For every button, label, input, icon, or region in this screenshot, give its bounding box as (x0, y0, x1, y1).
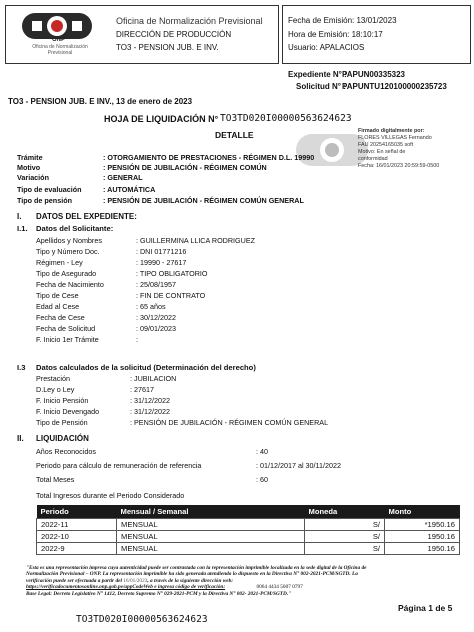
footer-note-line: Base Legal: Decreto Legislativo N° 1412, Decreto Supremo N° 029-2021-PCM y la Directiva N° 002- 2021-PCM/SGTD." (26, 590, 292, 597)
solicitante-value: : 30/12/2022 (136, 313, 176, 322)
onp-logo (14, 9, 99, 57)
solicitante-label: Tipo de Asegurado (36, 269, 97, 278)
solicitante-label: Régimen - Ley (36, 258, 83, 267)
solicitante-value: : TIPO OBLIGATORIO (136, 269, 208, 278)
summary-value: : AUTOMÁTICA (103, 185, 156, 194)
table-cell: 1950.16 (385, 531, 460, 543)
footer-note (26, 565, 466, 597)
bottom-code: TO3TD020I00000563624623 (76, 614, 208, 625)
table-cell: S/ (305, 519, 385, 531)
table-row (37, 519, 460, 531)
summary-value: : OTORGAMIENTO DE PRESTACIONES - RÉGIMEN D.L. 19990 (103, 153, 315, 162)
solicitante-label: Fecha de Solicitud (36, 324, 96, 333)
hoja-code: TO3TD020I00000563624623 (220, 113, 352, 124)
summary-label: Tipo de pensión (17, 196, 72, 205)
table-cell: 2022-10 (37, 531, 117, 543)
calculados-value: : 31/12/2022 (130, 407, 170, 416)
doc-line: TO3 - PENSION JUB. E INV., 13 de enero de 2023 (8, 97, 193, 106)
liquidacion-label: Periodo para cálculo de remuneración de referencia (36, 461, 202, 470)
summary-label: Variación (17, 173, 49, 182)
table-header-cell: Mensual / Semanal (117, 505, 305, 519)
calculados-value: : JUBILACION (130, 374, 177, 383)
table-cell: MENSUAL (117, 543, 305, 555)
solicitante-label: Fecha de Nacimiento (36, 280, 104, 289)
table-cell: S/ (305, 543, 385, 555)
calculados-label: Prestación (36, 374, 70, 383)
solicitante-label: Fecha de Cese (36, 313, 85, 322)
table-header-cell: Periodo (37, 505, 117, 519)
fecha-emision: Fecha de Emisión: 13/01/2023 (288, 16, 397, 25)
signature-line: FLORES VILLEGAS Fernando (358, 135, 432, 141)
table-cell: MENSUAL (117, 519, 305, 531)
liquidacion-value: : 40 (256, 447, 268, 456)
footer-note-text: verificación puede ser efectuada a partir del (26, 577, 122, 584)
summary-value: : PENSIÓN DE JUBILACIÓN - RÉGIMEN COMÚN (103, 163, 267, 172)
section-number: I.3 (17, 363, 26, 372)
liquidacion-label: Total Meses (36, 475, 75, 484)
summary-label: Trámite (17, 153, 43, 162)
summary-value: : PENSIÓN DE JUBILACIÓN - RÉGIMEN COMÚN GENERAL (103, 196, 304, 205)
hora-emision: Hora de Emisión: 18:10:17 (288, 30, 383, 39)
table-header-cell: Monto (385, 505, 460, 519)
logo-text: ONP (52, 37, 66, 43)
section-number: I. (17, 212, 22, 221)
liquidacion-value: : 60 (256, 475, 268, 484)
table-cell: 2022-11 (37, 519, 117, 531)
calculados-label: Tipo de Pensión (36, 418, 88, 427)
section-title: Datos calculados de la solicitud (Determinación del derecho) (36, 363, 256, 372)
footer-note-text: , a través de la siguiente dirección web: (147, 577, 234, 584)
signature-line: conformidad (358, 156, 388, 162)
logo-subtitle: Oficina de Normalización Previsional (32, 44, 88, 56)
table-cell: 1950.16 (385, 543, 460, 555)
footer-note-line: Normalización Previsional – ONP. La representación imprimible ha sido generada atendiendo lo dispuesto en la Directiva N° 002-2021-PCM/SGTD. La (26, 571, 358, 578)
solicitante-value: : GUILLERMINA LLICA RODRIGUEZ (136, 236, 256, 245)
solicitante-label: Apellidos y Nombres (36, 236, 102, 245)
table-cell: S/ (305, 531, 385, 543)
solicitante-value: : 65 años (136, 302, 166, 311)
table-header-row (37, 505, 460, 519)
footer-note-line: "Esta es una representación impresa cuya autenticidad puede ser contrastada con la representación imprimible localizada en la sede digital de la Oficina de (26, 565, 367, 571)
solicitud-label: Solicitud N° : (296, 82, 346, 91)
table-row (37, 531, 460, 543)
solicitante-label: F. Inicio 1er Trámite (36, 335, 99, 344)
summary-label: Tipo de evaluación (17, 185, 82, 194)
calculados-label: F. Inicio Devengado (36, 407, 100, 416)
signature-line: FAU 20254165035 soft (358, 142, 414, 148)
calculados-value: : 31/12/2022 (130, 396, 170, 405)
table-cell: MENSUAL (117, 531, 305, 543)
calculados-value: : 27617 (130, 385, 154, 394)
section-title: LIQUIDACIÓN (36, 434, 89, 443)
section-title: DATOS DEL EXPEDIENTE: (36, 212, 137, 221)
verification-code: 0064 4434 5007 0797 (256, 584, 303, 591)
payments-table (36, 505, 460, 555)
office-doc: TO3 - PENSION JUB. E INV. (116, 43, 219, 52)
liquidacion-value: : 01/12/2017 al 30/11/2022 (256, 461, 341, 470)
solicitante-label: Tipo y Número Doc. (36, 247, 100, 256)
table-header-cell: Moneda (305, 505, 385, 519)
total-ingresos-label: Total Ingresos durante el Periodo Considerado (36, 491, 185, 500)
solicitud-value: PAPUNTU120100000235723 (342, 82, 447, 91)
solicitante-value: : 09/01/2023 (136, 324, 176, 333)
solicitante-label: Tipo de Cese (36, 291, 79, 300)
solicitante-value: : (136, 335, 138, 344)
signature-line: Firmado digitalmente por: (358, 128, 425, 134)
signature-line: Fecha: 16/01/2023 20:59:59-0500 (358, 163, 440, 169)
calculados-value: : PENSIÓN DE JUBILACIÓN - RÉGIMEN COMÚN GENERAL (130, 418, 329, 427)
table-cell: *1950.16 (385, 519, 460, 531)
office-dept: DIRECCIÓN DE PRODUCCIÓN (116, 30, 232, 39)
solicitante-value: : FIN DE CONTRATO (136, 291, 206, 300)
usuario: Usuario: APALACIOS (288, 43, 365, 52)
section-title: Datos del Solicitante: (36, 224, 114, 233)
calculados-label: F. Inicio Pensión (36, 396, 89, 405)
page-number: Página 1 de 5 (398, 603, 453, 613)
office-title: Oficina de Normalización Previsional (116, 16, 263, 26)
table-cell: 2022-9 (37, 543, 117, 555)
calculados-label: D.Ley o Ley (36, 385, 75, 394)
liquidacion-label: Años Reconocidos (36, 447, 96, 456)
solicitante-label: Edad al Cese (36, 302, 80, 311)
signature-block (358, 128, 439, 170)
verification-link[interactable]: https://verificadocumentosonline.onp.gob.pe/appCodeWeb e ingresa código de verificación: (26, 584, 226, 591)
table-row (37, 543, 460, 555)
solicitante-value: : DNI 01771216 (136, 247, 187, 256)
section-number: I.1. (17, 224, 28, 233)
summary-label: Motivo (17, 163, 41, 172)
solicitante-value: : 19990 - 27617 (136, 258, 187, 267)
summary-value: : GENERAL (103, 173, 143, 182)
expediente-value: PAPUN00335323 (342, 70, 406, 79)
hoja-label: HOJA DE LIQUIDACIÓN N° (104, 114, 219, 124)
footer-note-date: 16/01/2023 (123, 577, 148, 584)
solicitante-value: : 25/08/1957 (136, 280, 176, 289)
expediente-label: Expediente N° : (288, 70, 347, 79)
section-number: II. (17, 434, 24, 443)
detalle-title: DETALLE (215, 130, 254, 140)
signature-line: Motivo: En señal de (358, 149, 406, 155)
